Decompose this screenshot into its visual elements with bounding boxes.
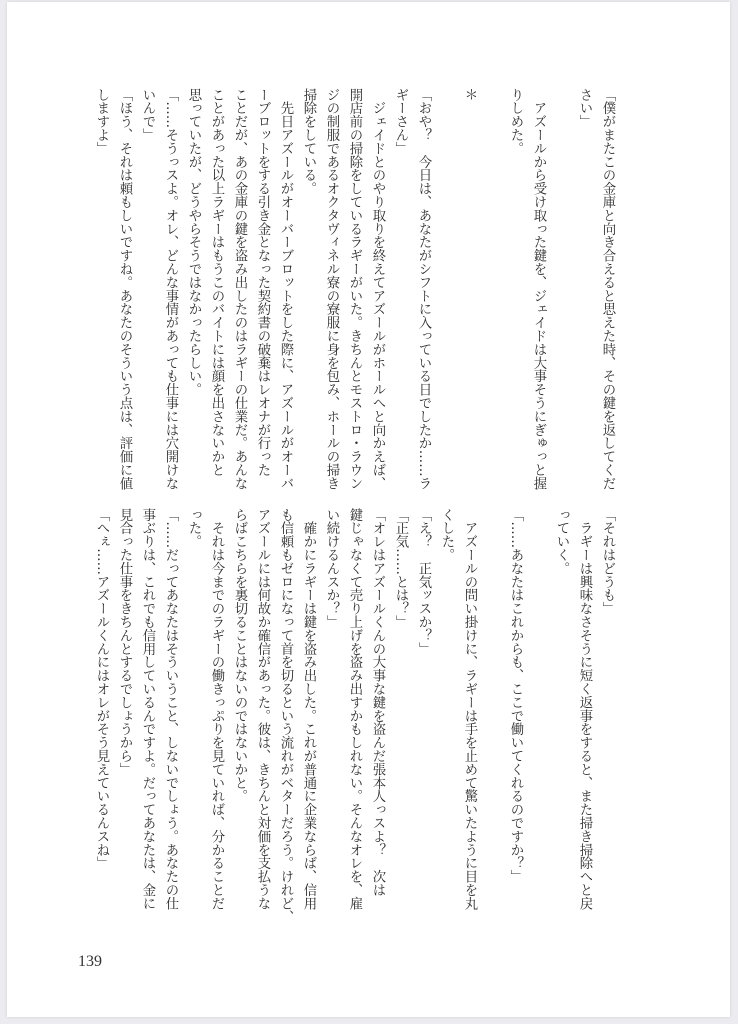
text-column: 「正気……とは？」 xyxy=(393,508,408,629)
text-column: しますよ」 xyxy=(94,88,109,155)
text-column: 思っていたが、どうやらそうではなかったらしい。 xyxy=(186,88,201,397)
text-column: 確かにラギーは鍵を盗み出した。これが普通に企業ならば、信用 xyxy=(301,508,316,910)
text-column: った。 xyxy=(186,508,201,549)
text-column: アズールの問い掛けに、ラギーは手を止めて驚いたように目を丸 xyxy=(462,508,477,910)
text-column: 先日アズールがオーバーブロットをした際に、アズールがオーバ xyxy=(278,88,293,490)
text-column: りしめた。 xyxy=(508,88,523,155)
text-column: ジの制服であるオクタヴィネル寮の寮服に身を包み、ホールの掃き xyxy=(324,88,339,490)
text-column: 「……そうっスよ。オレ、どんな事情があっても仕事には穴開けな xyxy=(163,88,178,490)
text-column: 「……あなたはこれからも、ここで働いてくれるのですか？」 xyxy=(508,508,523,884)
text-column: 「おや？ 今日は、あなたがシフトに入っている日でしたか……ラ xyxy=(416,88,431,490)
text-column: 開店前の掃除をしているラギーがいた。きちんとモストロ・ラウン xyxy=(347,88,362,490)
text-column: も信頼もゼロになって首を切るという流れがベターだろう。けれど、 xyxy=(278,508,293,924)
lower-text-block xyxy=(7,2,730,1017)
text-column: いんで」 xyxy=(140,88,155,142)
text-column: い続けるんスか？」 xyxy=(324,508,339,629)
text-column: それは今までのラギーの働きっぷりを見ていれば、分かることだ xyxy=(209,508,224,910)
text-column: 鍵じゃなくて売り上げを盗み出すかもしれない。そんなオレを、雇 xyxy=(347,508,362,910)
text-column: アズールには何故か確信があった。彼は、きちんと対価を支払うな xyxy=(255,508,270,910)
text-column: 「……だってあなたはそういうこと、しないでしょう。あなたの仕 xyxy=(163,508,178,910)
text-column: 「オレはアズールくんの大事な鍵を盗んだ張本人っスよ？ 次は xyxy=(370,508,385,897)
section-break-asterisk: ＊ xyxy=(462,88,477,102)
text-column: 「それはどうも」 xyxy=(600,508,615,616)
page-number: 139 xyxy=(78,953,102,970)
text-column: 「へぇ……アズールくんにはオレがそう見えているんスね」 xyxy=(94,508,109,870)
text-column: 「え？ 正気ッスか？」 xyxy=(416,508,431,656)
text-column: ことがあった以上ラギーはもうこのバイトには顔を出さないかと xyxy=(209,88,224,477)
text-column: 事ぶりは、これでも信用しているんですよ。だってあなたは、金に xyxy=(140,508,155,910)
text-column: ことだが、あの金庫の鍵を盗み出したのはラギーの仕業だ。あんな xyxy=(232,88,247,490)
text-column: ギーさん」 xyxy=(393,88,408,155)
text-column: くした。 xyxy=(439,508,454,562)
text-column: 掃除をしている。 xyxy=(301,88,316,196)
text-column: っていく。 xyxy=(554,508,569,575)
text-column: アズールから受け取った鍵を、ジェイドは大事そうにぎゅっと握 xyxy=(531,88,546,490)
text-column: ジェイドとのやり取りを終えてアズールがホールへと向かえば、 xyxy=(370,88,385,490)
book-page xyxy=(7,2,730,1017)
text-column: 「ほう、それは頼もしいですね。あなたのそういう点は、評価に値 xyxy=(117,88,132,490)
text-column: さい」 xyxy=(577,88,592,129)
text-column: らばこちらを裏切ることはないのではないかと。 xyxy=(232,508,247,803)
text-column: ーブロットをする引き金となった契約書の破棄はレオナが行った xyxy=(255,88,270,477)
text-column: 見合った仕事をきちんとするでしょうから」 xyxy=(117,508,132,776)
text-column: ラギーは興味なさそうに短く返事をすると、また掃き掃除へと戻 xyxy=(577,508,592,910)
text-column: 「僕がまたこの金庫と向き合えると思えた時、その鍵を返してくだ xyxy=(600,88,615,490)
